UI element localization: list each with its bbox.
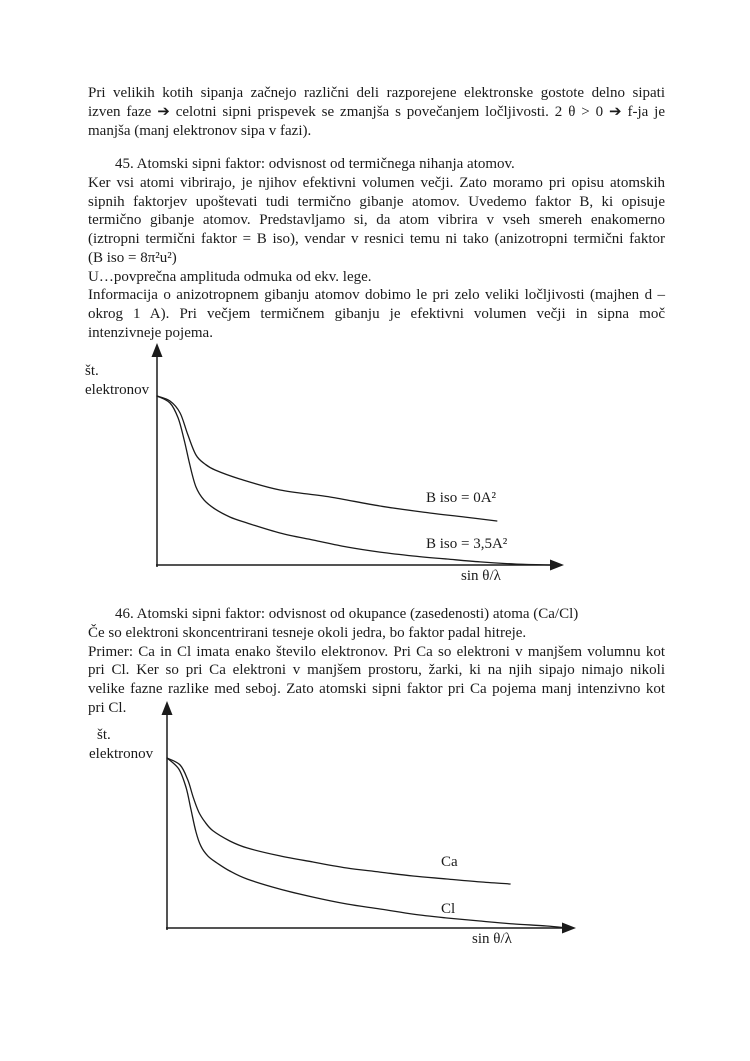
paragraph-line: Ker vsi atomi vibrirajo, je njihov efektivni volumen večji. Zato moramo pri opisu atomskih [88, 174, 665, 191]
paragraph-line: Če so elektroni skoncentrirani tesneje okoli jedra, bo faktor padal hitreje. [88, 624, 527, 641]
paragraph-line: U…povprečna amplituda odmuka od ekv. lege. [88, 268, 372, 285]
paragraph-line: (iztropni termični faktor = B iso), vendar v resnici temu ni tako (anizotropni termični faktor [88, 231, 665, 247]
paragraph-line: velike fazne razlike med seboj. Zato atomski sipni faktor pri Ca pojema manj intenzivno kot [88, 681, 665, 697]
section-45-paragraph [88, 155, 665, 343]
section-45-heading: 45. Atomski sipni faktor: odvisnost od termičnega nihanja atomov. [115, 156, 515, 172]
paragraph-line: manjša (manj elektronov sipa v fazi). [88, 122, 312, 139]
paragraph-line: pri Cl. [88, 699, 127, 716]
chart1-series-label-biso0: B iso = 0A² [426, 490, 497, 506]
paragraph-line: Informacija o anizotropnem gibanju atomov dobimo le pri zelo veliki ločljivosti (majhen d – [88, 287, 665, 304]
intro-paragraph [88, 84, 665, 140]
paragraph-line: izven faze ➔ celotni sipni prispevek se zmanjša s povečanjem ločljivosti. 2 θ > 0 ➔ f-ja je [88, 103, 665, 120]
paragraph-line: (B iso = 8π²u²) [88, 249, 177, 266]
chart1-series-label-biso35: B iso = 3,5A² [426, 536, 508, 552]
paragraph-line: termično gibanje atomov. Predstavljamo si, da atom vibrira v vseh smereh enakomerno [88, 212, 665, 229]
occupancy-chart [0, 693, 630, 935]
paragraph-line: pri Cl. Ker so pri Ca elektroni v manjšem prostoru, žarki, ki na njih sipajo nimajo nikoli [88, 662, 665, 679]
chart2-series-label-cl: Cl [441, 901, 456, 917]
chart1-xlabel: sin θ/λ [461, 568, 501, 584]
curve-cl [167, 758, 567, 928]
chart2-ylabel-line2: elektronov [89, 746, 154, 762]
chart1-ylabel-line2: elektronov [85, 382, 150, 398]
y-axis-arrow-icon [162, 701, 173, 715]
chart1-ylabel-line1: št. [85, 363, 99, 379]
paragraph-line: okrog 1 A). Pri večjem termičnem gibanju je efektivni volumen večji in sipna moč [88, 306, 665, 322]
y-axis-arrow-icon [152, 343, 163, 357]
chart2-ylabel-line1: št. [97, 727, 111, 743]
paragraph-line: intenzivneje pojema. [88, 324, 213, 341]
chart2-series-label-ca: Ca [441, 854, 458, 870]
section-46-heading: 46. Atomski sipni faktor: odvisnost od okupance (zasedenosti) atoma (Ca/Cl) [115, 606, 579, 622]
paragraph-line: Pri velikih kotih sipanja začnejo različni deli razporejene elektronske gostote delno sipati [88, 85, 665, 101]
paragraph-line: sipnih faktorjev upoštevati tudi termično gibanje atomov. Uvedemo faktor B, ki opisuje [88, 193, 665, 210]
chart2-xlabel: sin θ/λ [472, 931, 512, 947]
paragraph-line: Primer: Ca in Cl imata enako število elektronov. Pri Ca so elektroni v manjšem volumnu kot [88, 643, 665, 660]
curve-ca [167, 758, 510, 884]
x-axis-arrow-icon [550, 560, 564, 571]
